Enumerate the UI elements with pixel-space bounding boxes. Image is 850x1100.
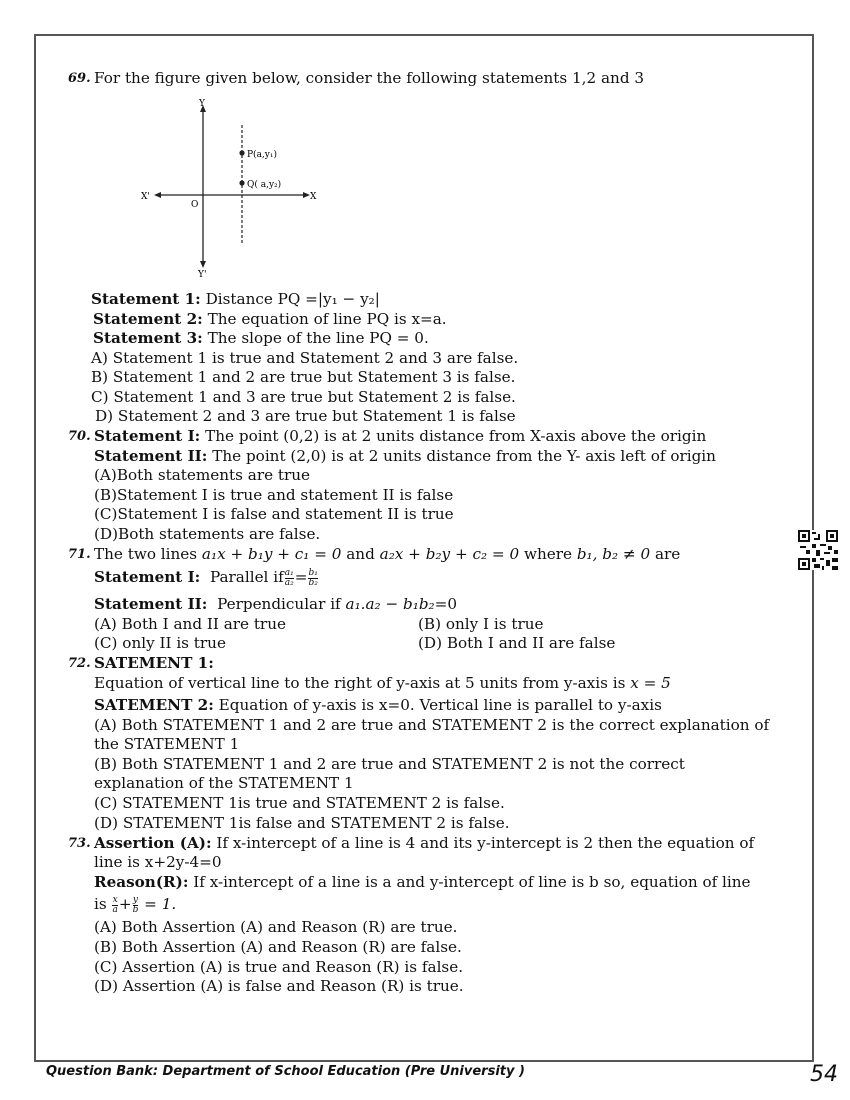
label-y-neg: Y' <box>198 270 207 280</box>
option-b: (B) only I is true <box>418 615 544 633</box>
option-b: (B) Both Assertion (A) and Reason (R) are false. <box>94 938 462 956</box>
label-y: Y <box>199 99 205 109</box>
question-number: 72. <box>68 656 91 671</box>
statement-2: Statement 2: The equation of line PQ is x=a. <box>93 310 447 328</box>
option-b: (B) Both STATEMENT 1 and 2 are true and STATEMENT 2 is not the correct <box>94 755 685 773</box>
label-x-neg: X' <box>141 192 150 202</box>
question-number: 71. <box>68 547 91 562</box>
option-a-cont: the STATEMENT 1 <box>94 735 240 753</box>
statement-1: Statement I: The point (0,2) is at 2 units distance from X-axis above the origin <box>94 427 707 445</box>
qr-code <box>798 530 838 570</box>
option-a: (A) Both STATEMENT 1 and 2 are true and STATEMENT 2 is the correct explanation of <box>94 716 770 734</box>
fraction: $\frac{\text{a₁}}{\text{a₂}}$ <box>284 567 294 588</box>
option-b: (B)Statement I is true and statement II is false <box>94 486 454 504</box>
x-axis-arrow-right <box>303 192 310 198</box>
assertion-cont: line is x+2y-4=0 <box>94 853 222 871</box>
question-number: 73. <box>68 836 91 851</box>
option-d: (D) STATEMENT 1is false and STATEMENT 2 is false. <box>94 814 510 832</box>
x-axis-arrow-left <box>154 192 161 198</box>
statement-2: Statement II: Perpendicular if a₁.a₂ − b₁b₂=0 <box>94 595 458 613</box>
point-q <box>239 180 244 185</box>
page-number: 54 <box>810 1062 838 1087</box>
statement-2: SATEMENT 2: Equation of y-axis is x=0. Vertical line is parallel to y-axis <box>94 696 662 714</box>
question-stem: The two lines a₁x + b₁y + c₁ = 0 and a₂x + b₂y + c₂ = 0 where b₁, b₂ ≠ 0 are <box>94 545 681 563</box>
question-number: 70. <box>68 429 91 444</box>
reason-cont: is $\frac{x}{a}$ + $\frac{y}{b}$ = 1. <box>94 894 177 915</box>
assertion: Assertion (A): If x-intercept of a line is 4 and its y-intercept is 2 then the equation of <box>94 834 755 852</box>
option-d: (D)Both statements are false. <box>94 525 321 543</box>
point-p <box>239 150 244 155</box>
y-axis-arrow-down <box>200 261 206 268</box>
fraction: $\frac{x}{a}$ <box>112 894 118 915</box>
option-c: (C) STATEMENT 1is true and STATEMENT 2 is false. <box>94 794 505 812</box>
option-a: (A) Both I and II are true <box>94 615 286 633</box>
option-a: A) Statement 1 is true and Statement 2 and 3 are false. <box>91 349 519 367</box>
question-prompt: For the figure given below, consider the following statements 1,2 and 3 <box>94 69 645 87</box>
label-point-p: P(a,y₁) <box>247 150 277 160</box>
reason: Reason(R): If x-intercept of a line is a and y-intercept of line is b so, equation of line <box>94 873 751 891</box>
fraction: $\frac{\text{b₁}}{\text{b₂}}$ <box>308 567 318 588</box>
option-d: (D) Both I and II are false <box>418 634 616 652</box>
coordinate-figure <box>135 95 325 285</box>
statement-1: Equation of vertical line to the right of y-axis at 5 units from y-axis is x = 5 <box>94 674 671 692</box>
statement-2: Statement II: The point (2,0) is at 2 units distance from the Y- axis left of origin <box>94 447 716 465</box>
option-c: (C) Assertion (A) is true and Reason (R) is false. <box>94 958 464 976</box>
label-point-q: Q( a,y₂) <box>247 180 282 190</box>
footer-text: Question Bank: Department of School Education (Pre University ) <box>46 1064 525 1079</box>
option-c: (C) only II is true <box>94 634 226 652</box>
option-c: C) Statement 1 and 3 are true but Statement 2 is false. <box>91 388 516 406</box>
statement-1: Statement I: Parallel if $\frac{\text{a₁}}{\text{a₂}}$ = $\frac{\text{b₁}}{\text{b₂}}$ <box>94 567 318 588</box>
statement-3: Statement 3: The slope of the line PQ = 0. <box>93 329 429 347</box>
label-x: X <box>310 192 317 202</box>
option-d: D) Statement 2 and 3 are true but Statement 1 is false <box>95 407 516 425</box>
statement-1-label: SATEMENT 1: <box>94 654 214 672</box>
option-a: (A) Both Assertion (A) and Reason (R) are true. <box>94 918 458 936</box>
option-b-cont: explanation of the STATEMENT 1 <box>94 774 354 792</box>
option-a: (A)Both statements are true <box>94 466 311 484</box>
fraction: $\frac{y}{b}$ <box>132 894 139 915</box>
option-d: (D) Assertion (A) is false and Reason (R) is true. <box>94 977 464 995</box>
option-c: (C)Statement I is false and statement II is true <box>94 505 454 523</box>
question-number: 69. <box>68 71 91 86</box>
statement-1: Statement 1: Distance PQ =|y₁ − y₂| <box>91 290 380 308</box>
label-origin: O <box>191 200 199 210</box>
option-b: B) Statement 1 and 2 are true but Statement 3 is false. <box>91 368 516 386</box>
